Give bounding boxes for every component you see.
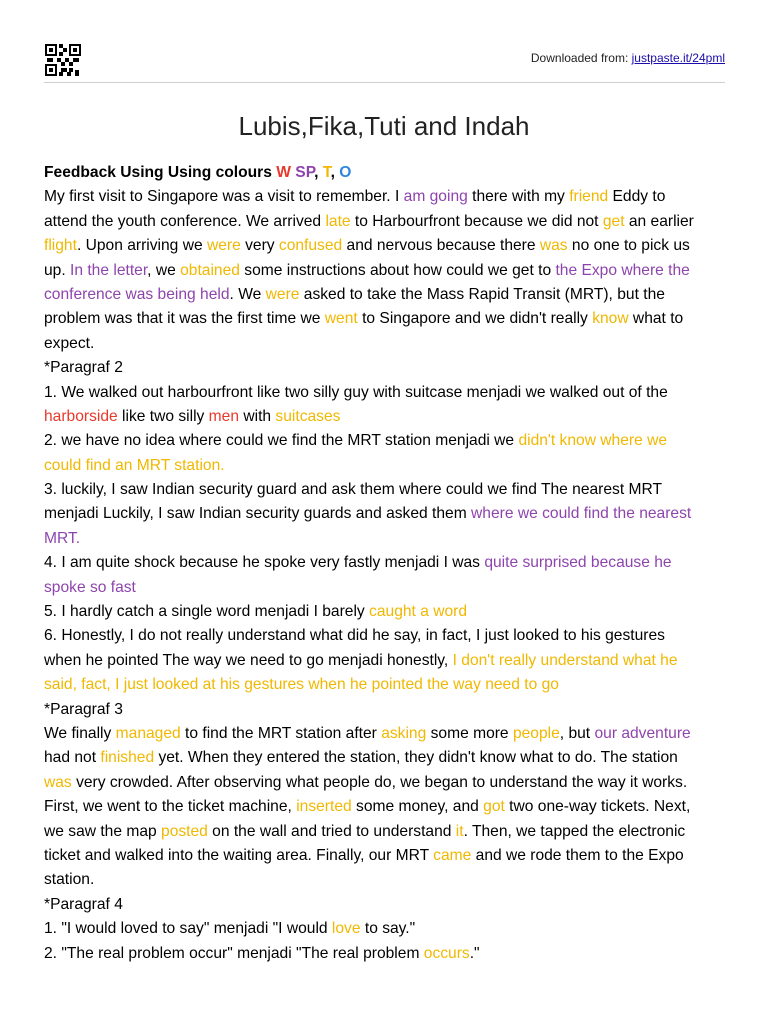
text-line [44, 771, 734, 795]
highlighted-segment: managed [115, 724, 181, 742]
text-segment: 2. we have no idea where could we find the MRT station menjadi we [44, 432, 519, 450]
highlighted-segment: were [265, 285, 300, 303]
highlighted-segment: was [44, 773, 72, 791]
text-segment: First, we went to the ticket machine, [44, 798, 297, 816]
text-segment: station. [44, 871, 95, 889]
text-segment: asked to take the Mass Rapid Transit (MRT), but the [299, 285, 665, 303]
highlighted-segment: was [539, 237, 568, 255]
highlighted-segment: people [512, 724, 560, 742]
source-link[interactable]: justpaste.it/24pml [631, 51, 725, 65]
text-segment: 2. "The real problem occur" menjadi "The real problem [44, 944, 424, 962]
highlighted-segment: occurs [423, 944, 470, 962]
text-segment: to find the MRT station after [180, 724, 382, 742]
text-segment: 1. We walked out harbourfront like two silly guy with suitcase menjadi we walked out of the [44, 383, 668, 401]
text-segment: very [240, 237, 279, 255]
text-segment: there with my [467, 188, 570, 206]
highlighted-segment: know [592, 310, 629, 328]
text-line [44, 868, 734, 892]
highlighted-segment: where we could find the nearest [471, 505, 692, 523]
text-line [44, 381, 734, 405]
text-segment: *Paragraf 3 [44, 700, 123, 718]
text-segment: 5. I hardly catch a single word menjadi I barely [44, 603, 370, 621]
highlighted-segment: T [322, 164, 331, 181]
text-segment: *Paragraf 2 [44, 359, 123, 377]
text-segment: *Paragraf 4 [44, 895, 123, 913]
download-source [531, 51, 725, 65]
text-segment: two one-way tickets. Next, [504, 798, 691, 816]
page-title: Lubis,Fika,Tuti and Indah [238, 111, 530, 141]
highlighted-segment: W [276, 164, 291, 181]
text-segment: to Singapore and we didn't really [357, 310, 593, 328]
text-segment: We finally [44, 724, 116, 742]
text-segment: what to [628, 310, 684, 328]
text-segment: and we rode them to the Expo [471, 846, 684, 864]
highlighted-segment: am going [403, 188, 468, 206]
text-segment: , [330, 164, 340, 181]
highlighted-segment: suitcases [275, 407, 341, 425]
highlighted-segment: quite surprised because he [484, 554, 672, 572]
highlighted-segment: harborside [44, 407, 118, 425]
highlighted-segment: flight [44, 237, 77, 255]
text-segment: up. [44, 261, 71, 279]
text-line [44, 185, 734, 209]
text-segment: no one to pick us [567, 237, 690, 255]
text-line [44, 527, 734, 551]
text-line [44, 356, 734, 380]
text-line [44, 259, 734, 283]
text-line [44, 283, 734, 307]
text-line [44, 795, 734, 819]
text-segment: on the wall and tried to understand [207, 822, 456, 840]
text-line [44, 210, 734, 234]
text-segment: an earlier [624, 212, 694, 230]
text-line [44, 893, 734, 917]
highlighted-segment: love [331, 920, 361, 938]
highlighted-segment: obtained [180, 261, 240, 279]
text-segment: . Upon arriving we [76, 237, 207, 255]
text-segment: when he pointed The way we need to go menjadi honestly, [44, 651, 453, 669]
text-segment: . Then, we tapped the electronic [463, 822, 686, 840]
highlighted-segment: caught a word [369, 603, 468, 621]
text-segment: problem was that it was the first time we [44, 310, 325, 328]
text-line [44, 820, 734, 844]
document-body [44, 161, 734, 966]
text-line [44, 161, 734, 185]
text-segment: with [239, 407, 276, 425]
text-line [44, 942, 734, 966]
text-line [44, 576, 734, 600]
text-segment: yet. When they entered the station, they didn't know what to do. The station [154, 749, 678, 767]
highlighted-segment: men [208, 407, 240, 425]
text-segment: , [314, 164, 323, 181]
text-segment: some instructions about how could we get to [239, 261, 556, 279]
highlighted-segment: the Expo where the [555, 261, 690, 279]
text-segment: to say." [360, 920, 416, 938]
highlighted-segment: late [325, 212, 351, 230]
highlighted-segment: came [433, 846, 472, 864]
text-line [44, 673, 734, 697]
text-line [44, 649, 734, 673]
text-segment: ." [469, 944, 480, 962]
highlighted-segment: posted [161, 822, 208, 840]
text-segment: ticket and walked into the waiting area. Finally, our MRT [44, 846, 434, 864]
text-line [44, 600, 734, 624]
text-line [44, 624, 734, 648]
highlighted-segment: friend [569, 188, 609, 206]
highlighted-segment: conference was being held [44, 285, 230, 303]
text-line [44, 234, 734, 258]
text-segment: expect. [44, 334, 95, 352]
text-segment: Eddy to [608, 188, 666, 206]
text-segment: attend the youth conference. We arrived [44, 212, 326, 230]
highlighted-segment: O [339, 164, 352, 181]
highlighted-segment: got [483, 798, 505, 816]
text-line [44, 478, 734, 502]
text-segment: 3. luckily, I saw Indian security guard and ask them where could we find The nearest MRT [44, 481, 662, 499]
highlighted-segment: it [455, 822, 464, 840]
text-line [44, 332, 734, 356]
text-line [44, 844, 734, 868]
text-line [44, 429, 734, 453]
text-line [44, 307, 734, 331]
text-segment: like two silly [117, 407, 209, 425]
highlighted-segment: could find an MRT station. [44, 456, 225, 474]
text-segment: some more [426, 724, 513, 742]
downloaded-label: Downloaded from: [530, 51, 632, 65]
text-segment: some money, and [351, 798, 484, 816]
qr-code-icon [45, 44, 81, 76]
highlighted-segment: didn't know where we [518, 432, 668, 450]
text-segment: we saw the map [44, 822, 162, 840]
text-segment: , but [559, 724, 595, 742]
highlighted-segment: went [324, 310, 358, 328]
highlighted-segment: MRT. [44, 529, 81, 547]
text-segment: had not [44, 749, 101, 767]
highlighted-segment: were [206, 237, 241, 255]
header-divider [44, 82, 725, 83]
text-segment: Feedback Using Using colours [44, 164, 277, 181]
text-line [44, 405, 734, 429]
highlighted-segment: spoke so fast [44, 578, 136, 596]
text-segment: menjadi Luckily, I saw Indian security guards and asked them [44, 505, 472, 523]
highlighted-segment: In the letter [70, 261, 148, 279]
highlighted-segment: asking [381, 724, 427, 742]
highlighted-segment: inserted [296, 798, 352, 816]
text-segment: 4. I am quite shock because he spoke very fastly menjadi I was [44, 554, 485, 572]
text-segment: , we [147, 261, 181, 279]
text-line [44, 551, 734, 575]
text-line [44, 454, 734, 478]
text-segment: and nervous because there [342, 237, 540, 255]
highlighted-segment: get [602, 212, 625, 230]
highlighted-segment: SP [295, 164, 315, 181]
text-line [44, 917, 734, 941]
highlighted-segment: finished [100, 749, 155, 767]
text-line [44, 698, 734, 722]
text-segment: very crowded. After observing what people do, we began to understand the way it works. [71, 773, 688, 791]
text-line [44, 746, 734, 770]
highlighted-segment: confused [278, 237, 343, 255]
text-segment: . We [229, 285, 266, 303]
text-line [44, 722, 734, 746]
text-segment: My first visit to Singapore was a visit to remember. I [44, 188, 404, 206]
highlighted-segment: said, fact, I just looked at his gestures when he pointed the way need to go [44, 676, 559, 694]
text-line [44, 502, 734, 526]
text-segment: 1. "I would loved to say" menjadi "I would [44, 920, 332, 938]
text-segment: 6. Honestly, I do not really understand what did he say, in fact, I just looked to his gestures [44, 627, 665, 645]
highlighted-segment: our adventure [594, 724, 691, 742]
text-segment: to Harbourfront because we did not [350, 212, 603, 230]
highlighted-segment: I don't really understand what he [452, 651, 678, 669]
